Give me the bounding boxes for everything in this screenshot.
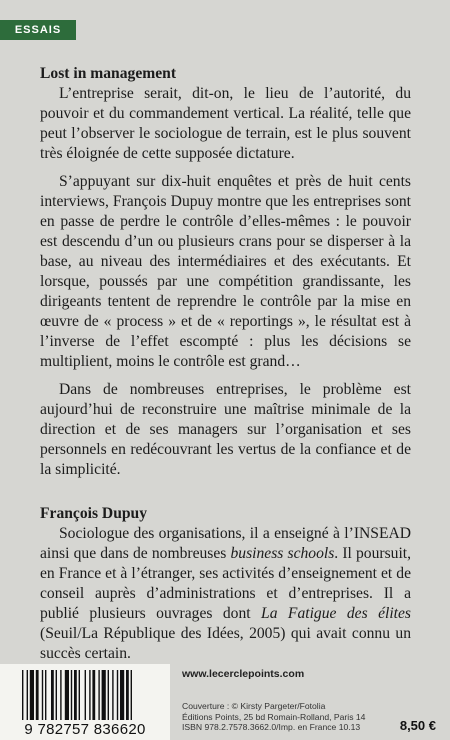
barcode-bar [60,670,61,720]
barcode-digits: 9 782757 836620 [24,720,146,738]
paragraph-2: S’appuyant sur dix-huit enquêtes et près de huit cents interviews, François Dupuy montre que les entreprises sont en passe de perdre le contrôle d’elles-mêmes : le pouvoir est descendu d’un ou plusieurs crans pour se disperser à la base, au niveau des intermédiaires et des exécutants. Et lorsque, poussés par une compétition grandissante, les dirigeants tentent de reprendre le contrôle par la mise en œuvre de « process » et de « reportings », le résultat est à l’inverse de l’effet escompté : plus les décisions se multiplient, moins le contrôle est grand… [40,173,411,370]
author-bio: Sociologue des organisations, il a enseigné à l’INSEAD ainsi que dans de nombreuses business schools. Il poursuit, en France et à l’étranger, ses activités d’enseignement et de conseil auprès d’administrations et d’entreprises. Il a publié plusieurs ouvrages dont La Fatigue des élites (Seuil/La République des Idées, 2005) qui avait connu un succès certain. [40,525,412,662]
barcode-bars [22,670,162,720]
barcode-bar [131,670,132,720]
category-label: ESSAIS [0,20,76,40]
barcode-bar [74,670,77,720]
barcode-bar [112,670,113,720]
credits-block [182,701,365,733]
barcode-bar [27,670,28,720]
barcode-bar [120,670,124,720]
section-heading-title: Lost in management [40,65,177,82]
barcode-bar [98,670,99,720]
barcode-bar [42,670,43,720]
paragraph-1: L’entreprise serait, dit-on, le lieu de l’autorité, du pouvoir et du commandement vertical. La réalité, telle que peut l’observer le sociologue de terrain, est le plus souvent très éloignée de cette supposée dictature. [40,85,411,162]
credit-line: Couverture : © Kirsty Pargeter/Fotolia [182,701,326,711]
barcode-bar [45,670,46,720]
credit-line: ISBN 978.2.7578.3662.0/Imp. en France 10.13 [182,722,361,732]
barcode-bar [102,670,106,720]
section-heading-author: François Dupuy [40,505,148,522]
section-separator [40,480,411,504]
barcode-bar [89,670,90,720]
barcode-bar [92,670,95,720]
barcode-bar [56,670,57,720]
credit-line: Éditions Points, 25 bd Romain-Rolland, Paris 14 [182,711,366,722]
barcode-bar [36,670,39,720]
barcode [0,664,170,740]
paragraph-3: Dans de nombreuses entreprises, le problème est aujourd’hui de reconstruire une maîtrise minimale de la direction et de ses managers sur l’organisation et ses personnels en redécouvrant les vertus de la confiance et de la simplicité. [40,381,411,478]
barcode-bar [79,670,80,720]
barcode-bar [126,670,129,720]
barcode-bar [71,670,72,720]
publisher-website: www.lecerclepoints.com [182,668,305,680]
back-cover-text [40,64,411,664]
barcode-bar [117,670,118,720]
barcode-bar [65,670,69,720]
barcode-bar [30,670,34,720]
barcode-bar [108,670,109,720]
barcode-bar [22,670,23,720]
price: 8,50 € [399,718,436,733]
barcode-bar [85,670,86,720]
barcode-bar [51,670,54,720]
